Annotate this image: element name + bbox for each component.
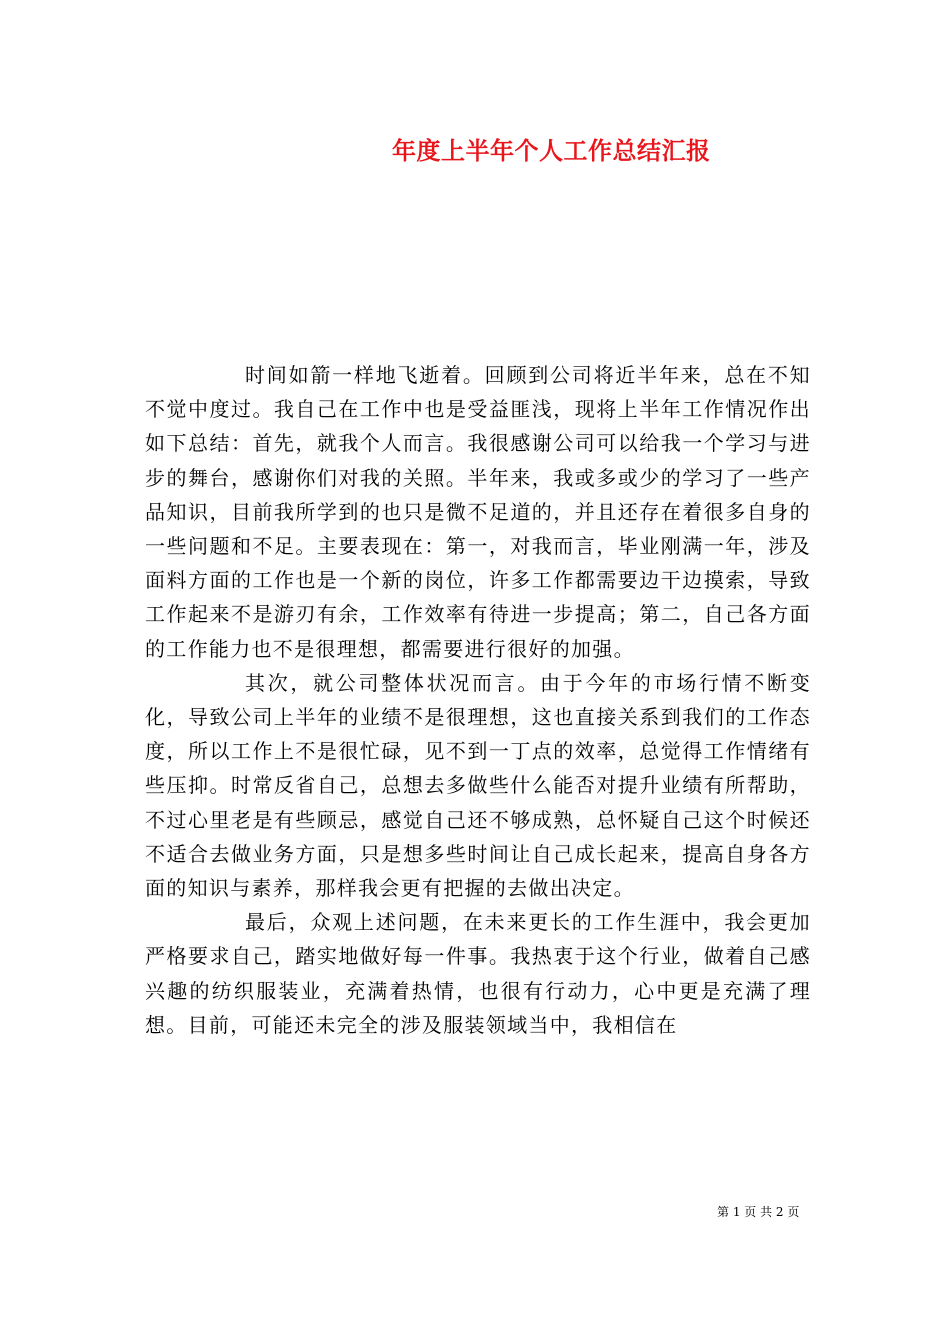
paragraph-3: 最后，众观上述问题，在未来更长的工作生涯中，我会更加严格要求自己，踏实地做好每一件事。我热衷于这个行业，做着自己感兴趣的纺织服装业，充满着热情，也很有行动力，心中更是充满了理想。目前，可能还未完全的涉及服装领域当中，我相信在 (145, 910, 811, 1037)
document-title: 年度上半年个人工作总结汇报 (392, 136, 711, 165)
paragraph-2: 其次，就公司整体状况而言。由于今年的市场行情不断变化，导致公司上半年的业绩不是很理想，这也直接关系到我们的工作态度，所以工作上不是很忙碌，见不到一丁点的效率，总觉得工作情绪有些压抑。时常反省自己，总想去多做些什么能否对提升业绩有所帮助，不过心里老是有些顾忌，感觉自己还不够成熟，总怀疑自己这个时候还不适合去做业务方面，只是想多些时间让自己成长起来，提高自身各方面的知识与素养，那样我会更有把握的去做出决定。 (145, 670, 811, 901)
paragraph-1: 时间如箭一样地飞逝着。回顾到公司将近半年来，总在不知不觉中度过。我自己在工作中也是受益匪浅，现将上半年工作情况作出如下总结：首先，就我个人而言。我很感谢公司可以给我一个学习与进步的舞台，感谢你们对我的关照。半年来，我或多或少的学习了一些产品知识，目前我所学到的也只是微不足道的，并且还存在着很多自身的一些问题和不足。主要表现在：第一，对我而言，毕业刚满一年，涉及面料方面的工作也是一个新的岗位，许多工作都需要边干边摸索，导致工作起来不是游刃有余，工作效率有待进一步提高；第二，自己各方面的工作能力也不是很理想，都需要进行很好的加强。 (145, 363, 811, 661)
document-body (145, 358, 811, 1042)
page-number-footer: 第 1 页 共 2 页 (717, 1205, 800, 1219)
